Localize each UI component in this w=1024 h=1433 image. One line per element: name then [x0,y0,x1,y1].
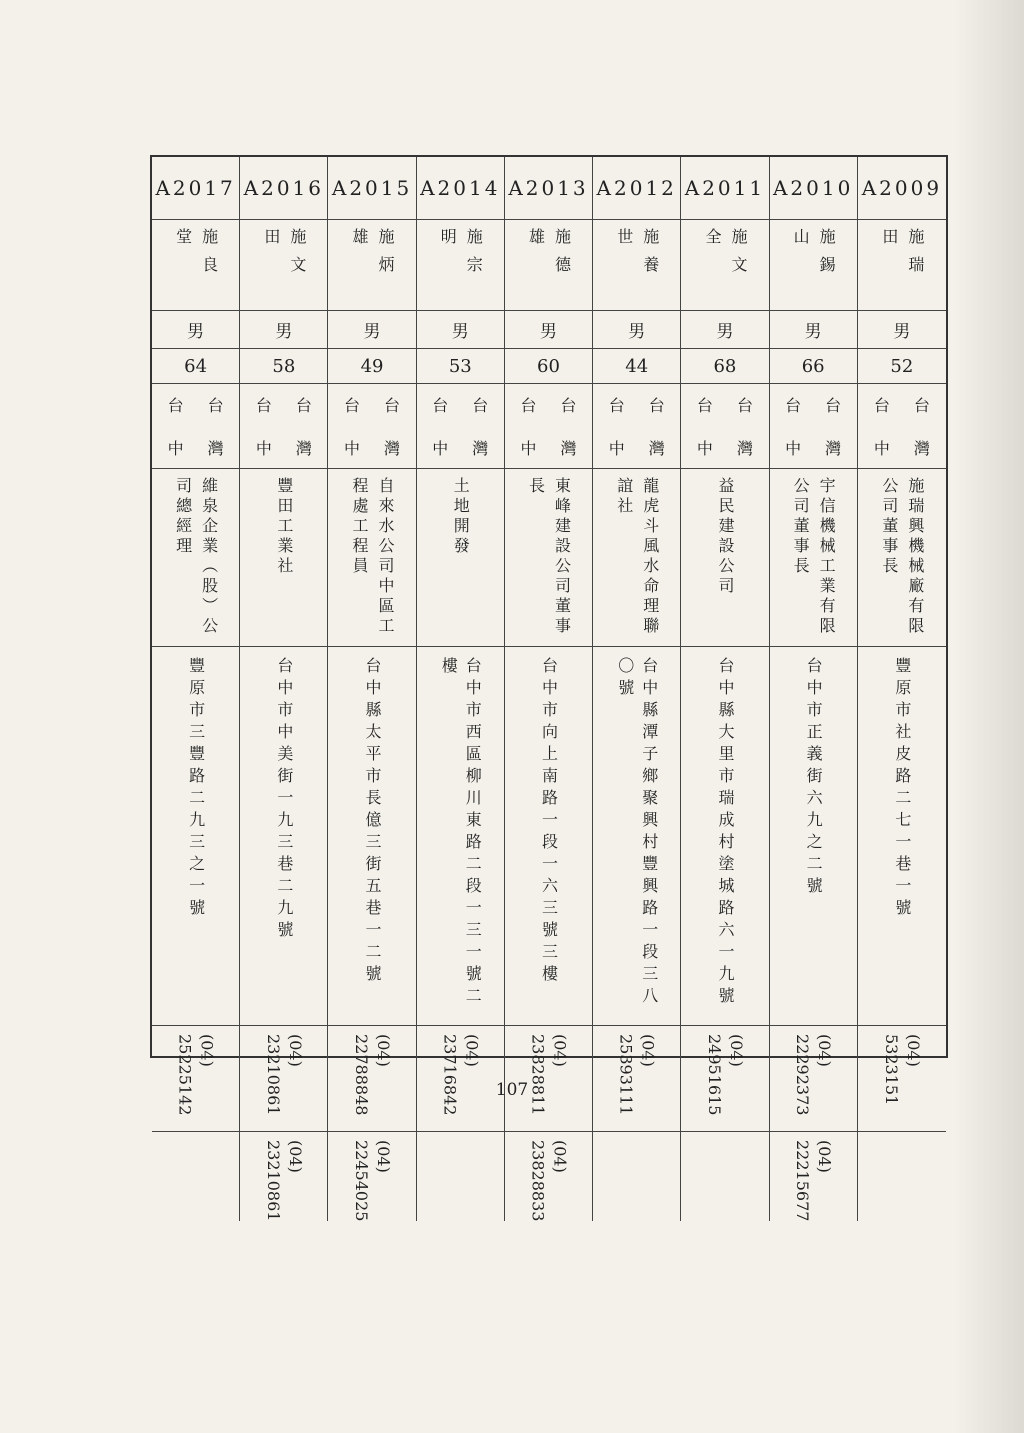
phone-digits: 23210861 [263,1140,283,1222]
record-sex-cell [770,311,858,349]
record-age: 49 [360,355,384,377]
record-occupation-cell [417,469,505,647]
record-address: 台中縣潭子鄉聚興村豐興路一段三八〇號 [615,657,659,1009]
record-address-cell [858,647,946,1026]
record-code: A2014 [420,176,501,200]
location-char: 台 [295,396,312,415]
phone-number [262,1140,306,1221]
record-age: 53 [448,355,472,377]
record-sex: 男 [275,322,293,342]
record-name: 施錫山 [791,228,837,284]
record-occupation: 益民建設公司 [715,477,735,597]
location-char: 台 [472,396,489,415]
record-code-cell [328,157,416,220]
location-char: 台 [255,396,272,415]
phone-area-code: (04) [374,1034,394,1067]
record-phone-primary-cell [681,1026,769,1132]
phone-area-code: (04) [726,1034,746,1067]
record-address: 台中縣太平市長億三街五巷一二號 [363,657,383,987]
record-location-cell [152,384,240,469]
location-char: 台 [785,396,802,415]
location-region [737,393,753,459]
location-char: 中 [696,439,713,458]
record-sex-cell [152,311,240,349]
record-location-cell [681,384,769,469]
record-occupation: 龍虎斗風水命理聯誼社 [614,477,660,637]
location-char: 灣 [384,439,401,458]
phone-digits: 22215677 [793,1140,813,1222]
location-region [914,393,930,459]
record-code-cell [240,157,328,220]
record-phone-primary-cell [328,1026,416,1132]
record-name: 施文田 [261,228,307,284]
record-name: 施宗明 [438,228,484,284]
phone-number [714,1140,736,1221]
record-code: A2016 [243,176,324,200]
record-name: 施德雄 [526,228,572,284]
location-char: 台 [873,396,890,415]
record-occupation: 土地開發 [451,477,471,557]
location-city [168,393,184,459]
record-age: 64 [184,355,208,377]
record-occupation-cell [770,469,858,647]
record-code-cell [681,157,769,220]
record-location-cell [240,384,328,469]
record-occupation-cell [328,469,416,647]
location-char: 中 [873,439,890,458]
location-city [697,393,713,459]
record-code-cell [417,157,505,220]
location-city [609,393,625,459]
record-code: A2013 [508,176,589,200]
record-address: 台中市西區柳川東路二段一三一號二樓 [439,657,483,1009]
record-address-cell [240,647,328,1026]
record-age: 66 [801,355,825,377]
phone-number [449,1140,471,1221]
record-address-cell [593,647,681,1026]
location-char: 台 [825,396,842,415]
record-phone-primary-cell [240,1026,328,1132]
record-occupation-cell [858,469,946,647]
record-sex-cell [505,311,593,349]
record-name: 施瑞田 [879,228,925,284]
record-phone-primary-cell [593,1026,681,1132]
record-age-cell [858,349,946,384]
location-region [649,393,665,459]
record-name-cell [152,220,240,311]
record-age-cell [593,349,681,384]
record-location-cell [505,384,593,469]
location-char: 台 [344,396,361,415]
location-char: 灣 [472,439,489,458]
record-phone-secondary-cell [770,1132,858,1221]
phone-digits: 22292373 [793,1034,813,1116]
phone-area-code: (04) [815,1140,835,1173]
location-char: 台 [432,396,449,415]
location-char: 台 [207,396,224,415]
record-code-cell [505,157,593,220]
record-code: A2010 [772,176,854,200]
record-address-cell [770,647,858,1026]
phone-area-code: (04) [197,1034,217,1067]
record-address: 台中縣大里市瑞成村塗城路六一九號 [715,657,735,1009]
record-sex-cell [417,311,505,349]
record-code: A2012 [596,176,677,200]
record-occupation: 自來水公司中區工程處工程員 [350,477,396,637]
location-city [432,393,448,459]
location-char: 灣 [648,439,665,458]
record-occupation: 宇信機械工業有限公司董事長 [791,477,837,637]
location-region [825,393,841,459]
phone-area-code: (04) [550,1034,570,1067]
location-region [384,393,400,459]
phone-digits: 23828811 [528,1034,548,1116]
phone-digits: 5323151 [881,1034,901,1106]
record-phone-primary-cell [505,1026,593,1132]
phone-digits: 22788848 [352,1034,372,1116]
record-phone-secondary-cell [858,1132,946,1221]
location-char: 中 [167,439,184,458]
record-address: 豐原市社皮路二七一巷一號 [892,657,912,921]
record-phone-secondary-cell [505,1132,593,1221]
phone-digits: 22454025 [352,1140,372,1222]
location-char: 中 [785,439,802,458]
record-age: 58 [272,355,296,377]
record-name-cell [593,220,681,311]
phone-area-code: (04) [285,1140,305,1173]
record-phone-primary-cell [417,1026,505,1132]
record-occupation-cell [681,469,769,647]
record-address: 台中市中美街一九三巷二九號 [274,657,294,943]
phone-area-code: (04) [638,1034,658,1067]
record-address: 台中市向上南路一段一六三號三樓 [539,657,559,987]
phone-number [791,1140,835,1221]
record-phone-secondary-cell [417,1132,505,1221]
location-char: 台 [696,396,713,415]
record-occupation-cell [240,469,328,647]
location-char: 台 [167,396,184,415]
phone-area-code: (04) [374,1140,394,1173]
record-name-cell [505,220,593,311]
record-occupation-cell [152,469,240,647]
page-edge-shadow [954,0,1024,1433]
record-name-cell [328,220,416,311]
record-sex: 男 [539,322,557,342]
record-sex: 男 [893,322,911,342]
record-phone-secondary-cell [681,1132,769,1221]
phone-digits: 25225142 [175,1034,195,1116]
record-phone-primary-cell [858,1026,946,1132]
phone-area-code: (04) [550,1140,570,1173]
record-sex: 男 [804,322,822,342]
record-age: 68 [713,355,737,377]
record-code: A2009 [861,176,943,200]
record-address-cell [152,647,240,1026]
record-phone-secondary-cell [152,1132,240,1221]
location-region [296,393,312,459]
location-city [874,393,890,459]
record-code-cell [593,157,681,220]
location-char: 中 [608,439,625,458]
location-char: 中 [344,439,361,458]
record-address-cell [505,647,593,1026]
record-phone-primary-cell [770,1026,858,1132]
record-name-cell [681,220,769,311]
location-city [344,393,360,459]
phone-area-code: (04) [462,1034,482,1067]
location-char: 灣 [825,439,842,458]
record-occupation: 東峰建設公司董事長 [526,477,572,637]
record-age-cell [417,349,505,384]
location-char: 台 [648,396,665,415]
phone-area-code: (04) [815,1034,835,1067]
record-phone-secondary-cell [593,1132,681,1221]
record-name-cell [770,220,858,311]
location-char: 台 [608,396,625,415]
record-age-cell [681,349,769,384]
location-city [520,393,536,459]
record-sex: 男 [451,322,469,342]
record-code-cell [858,157,946,220]
record-name: 施炳雄 [350,228,396,284]
record-name: 施養世 [614,228,660,284]
phone-number [526,1140,570,1221]
record-address: 豐原市三豐路二九三之一號 [186,657,206,921]
phone-number [350,1140,394,1221]
record-age: 52 [890,355,914,377]
location-region [472,393,488,459]
phone-number [891,1140,913,1221]
record-location-cell [770,384,858,469]
location-char: 台 [736,396,753,415]
location-city [256,393,272,459]
record-age-cell [505,349,593,384]
record-sex: 男 [187,322,205,342]
location-char: 台 [560,396,577,415]
location-char: 中 [432,439,449,458]
location-char: 灣 [913,439,930,458]
record-location-cell [328,384,416,469]
record-code: A2017 [155,176,236,200]
location-char: 灣 [207,439,224,458]
phone-area-code: (04) [903,1034,923,1067]
record-sex-cell [858,311,946,349]
location-char: 台 [384,396,401,415]
location-char: 中 [520,439,537,458]
record-name: 施文全 [702,228,748,284]
record-age: 60 [537,355,560,377]
phone-digits: 23210861 [263,1034,283,1116]
record-code: A2011 [684,176,766,200]
record-sex: 男 [716,322,734,342]
phone-digits: 24951615 [704,1034,724,1116]
record-phone-secondary-cell [328,1132,416,1221]
record-address-cell [328,647,416,1026]
location-char: 灣 [560,439,577,458]
record-address: 台中市正義街六九之二號 [804,657,824,899]
record-occupation: 維泉企業（股）公司總經理 [173,477,219,637]
record-name: 施良堂 [173,228,219,284]
record-sex: 男 [628,322,646,342]
record-age-cell [770,349,858,384]
phone-digits: 25393111 [616,1034,636,1116]
phone-digits: 23716842 [440,1034,460,1116]
record-occupation-cell [505,469,593,647]
record-occupation: 豐田工業社 [274,477,294,577]
record-sex-cell [681,311,769,349]
record-age: 44 [625,355,649,377]
record-code-cell [770,157,858,220]
record-occupation: 施瑞興機械廠有限公司董事長 [879,477,925,637]
record-name-cell [240,220,328,311]
record-sex-cell [240,311,328,349]
record-location-cell [417,384,505,469]
record-name-cell [858,220,946,311]
phone-area-code: (04) [285,1034,305,1067]
record-name-cell [417,220,505,311]
page-number: 107 [495,1080,529,1100]
location-char: 中 [255,439,272,458]
location-region [208,393,224,459]
record-phone-primary-cell [152,1026,240,1132]
record-address-cell [681,647,769,1026]
record-age-cell [328,349,416,384]
record-age-cell [240,349,328,384]
record-phone-secondary-cell [240,1132,328,1221]
record-location-cell [858,384,946,469]
record-age-cell [152,349,240,384]
location-city [785,393,801,459]
location-char: 灣 [295,439,312,458]
record-location-cell [593,384,681,469]
location-region [560,393,576,459]
record-code-cell [152,157,240,220]
record-sex: 男 [363,322,381,342]
record-address-cell [417,647,505,1026]
record-sex-cell [328,311,416,349]
location-char: 灣 [736,439,753,458]
record-code: A2015 [331,176,413,200]
phone-number [626,1140,648,1221]
record-sex-cell [593,311,681,349]
phone-number [185,1140,207,1221]
location-char: 台 [913,396,930,415]
phone-digits: 23828833 [528,1140,548,1222]
record-occupation-cell [593,469,681,647]
location-char: 台 [520,396,537,415]
